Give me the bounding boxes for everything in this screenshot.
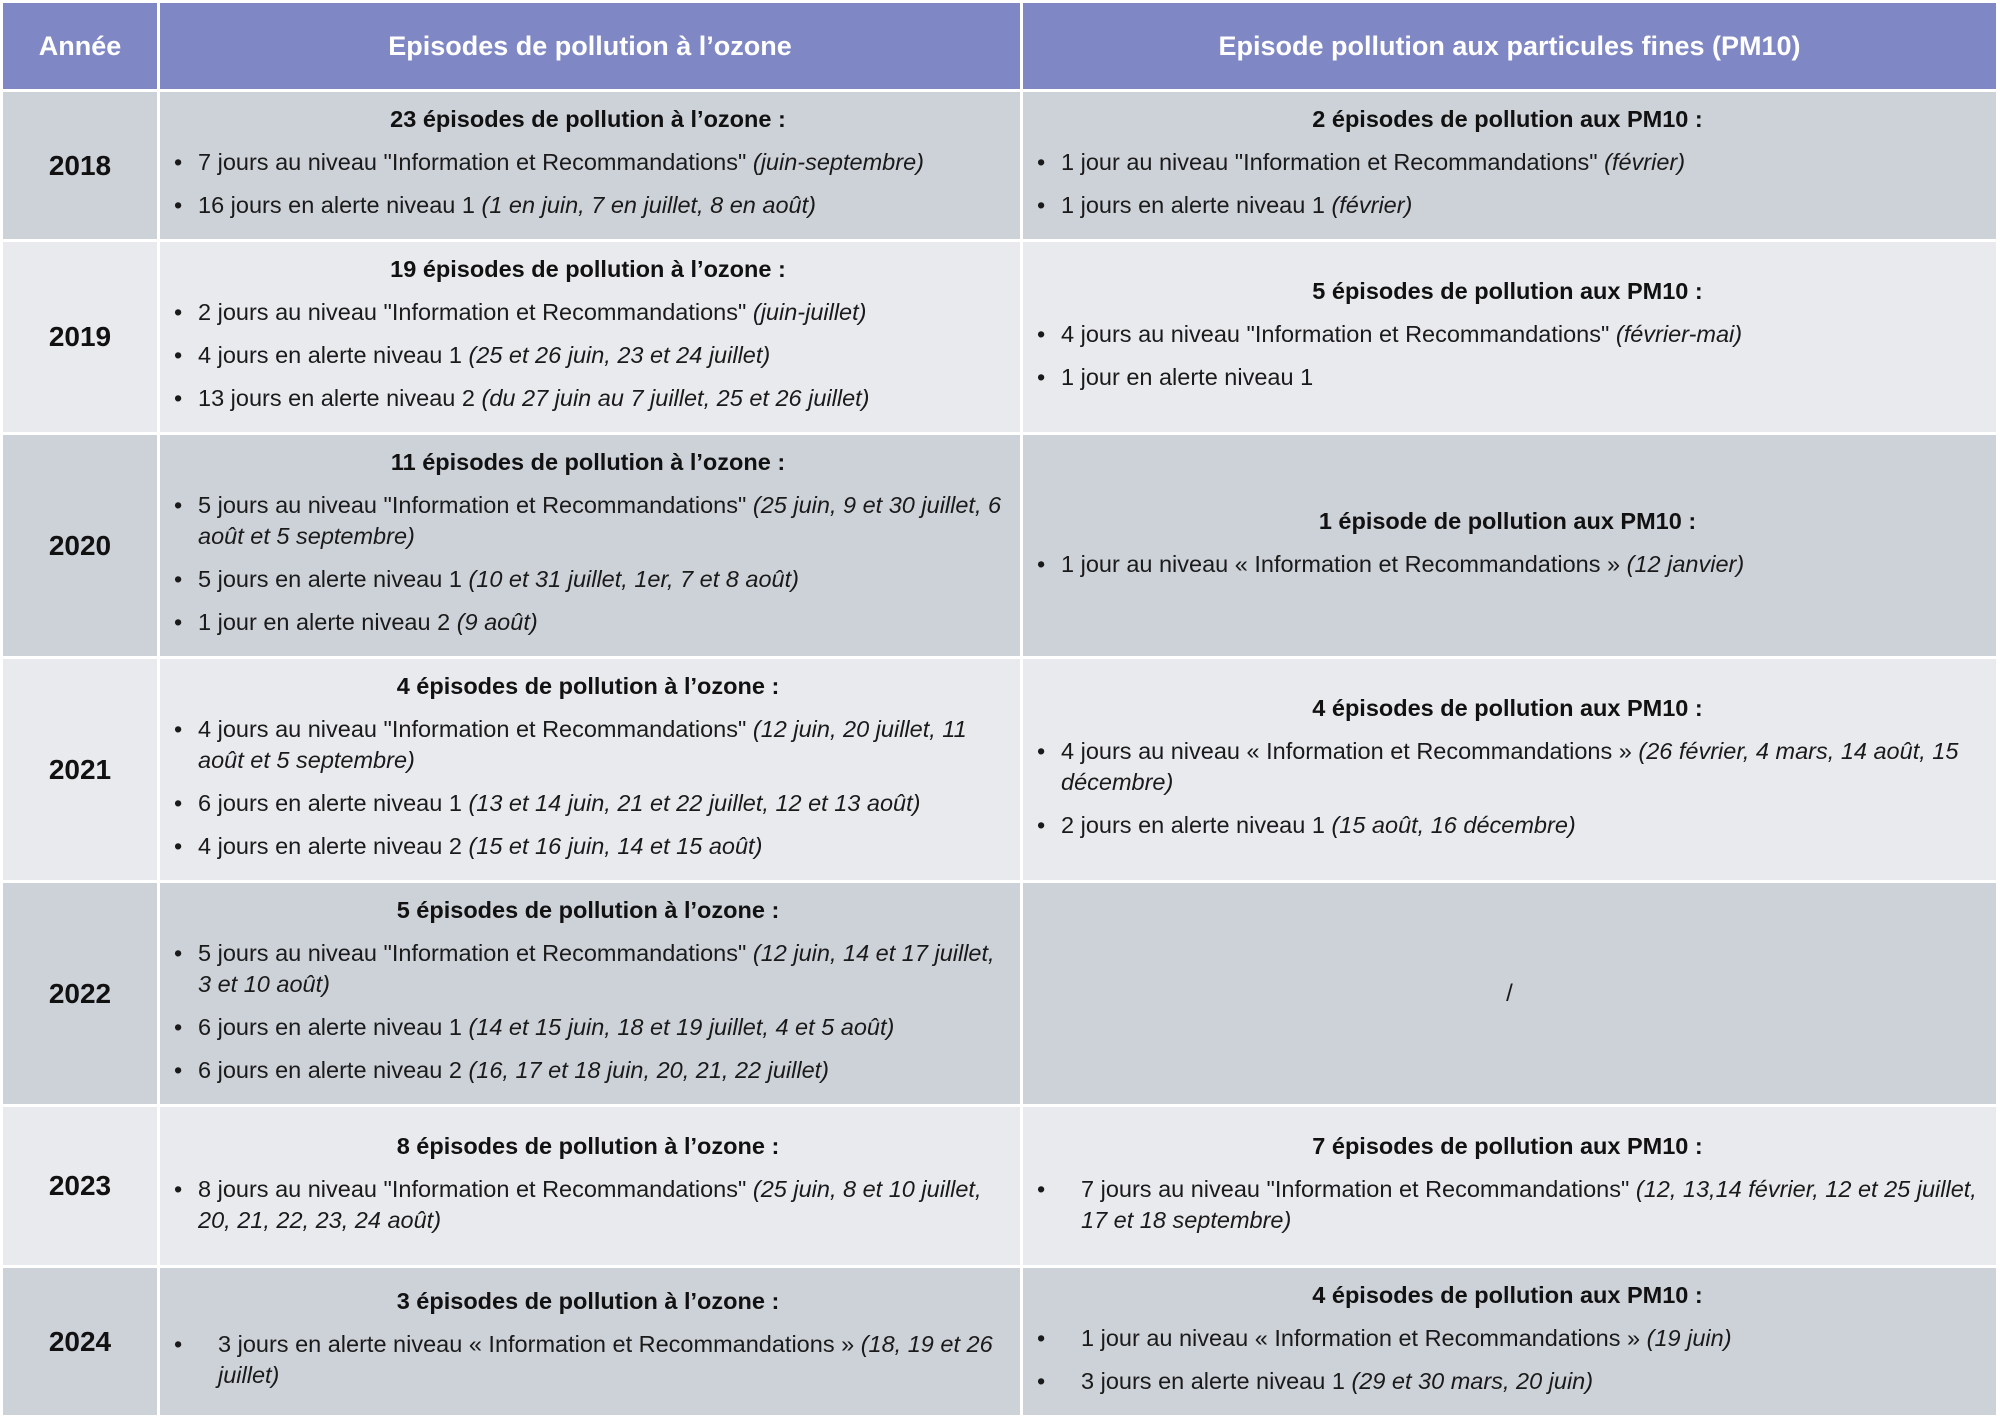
item-text: 16 jours en alerte niveau 1 [198,192,482,218]
ozone-content [160,883,1020,1104]
pm10-content [1023,1268,1996,1415]
pm10-cell [1022,91,1998,241]
pm10-cell [1022,1267,1998,1417]
item-text: 7 jours au niveau "Information et Recommandations" [1081,1175,1636,1202]
table-row [2,91,1998,241]
ozone-summary-title: 19 épisodes de pollution à l’ozone : [390,256,786,282]
bullet-icon: • [174,1175,183,1202]
item-dates: (12 juin, 20 juillet, 11 août et 5 septembre) [198,716,967,773]
item-dates: (juin-juillet) [752,299,867,325]
list-item [1037,1174,1978,1236]
item-text: 6 jours en alerte niveau 2 [198,1057,469,1083]
item-dates: (29 et 30 mars, 20 juin) [1351,1368,1594,1394]
header-pm10: Episode pollution aux particules fines (PM10) [1022,2,1998,91]
bullet-icon: • [174,299,183,325]
pm10-summary-title: 1 épisode de pollution aux PM10 : [1318,507,1697,534]
item-dates: (14 et 15 juin, 18 et 19 juillet, 4 et 5 août) [468,1014,895,1040]
item-dates: (12 janvier) [1626,550,1745,577]
item-dates: (25 juin, 8 et 10 juillet, 20, 21, 22, 23, 24 août) [198,1175,982,1233]
bullet-icon: • [1037,1368,1046,1394]
item-text: 1 jours en alerte niveau 1 [1061,192,1332,218]
bullet-icon: • [174,716,183,742]
item-text: 5 jours au niveau "Information et Recommandations" [198,492,753,518]
bullet-icon: • [174,1057,183,1083]
pm10-cell [1022,434,1998,658]
item-dates: (juin-septembre) [752,149,924,175]
item-dates: (15 et 16 juin, 14 et 15 août) [468,833,763,859]
ozone-list [174,490,1002,638]
bullet-icon: • [1037,1175,1046,1202]
item-text: 6 jours en alerte niveau 1 [198,790,469,816]
ozone-summary-title: 11 épisodes de pollution à l’ozone : [390,449,786,475]
bullet-icon: • [1037,550,1046,577]
list-item [1037,1323,1978,1354]
year-cell: 2022 [2,882,159,1106]
table-row [2,241,1998,434]
list-item [174,383,1002,414]
table-row [2,1106,1998,1267]
ozone-cell [159,658,1022,882]
bullet-icon: • [174,833,183,859]
list-item [1037,549,1978,580]
list-item [174,607,1002,638]
ozone-cell [159,91,1022,241]
list-item [174,1012,1002,1043]
item-dates: (12, 13,14 février, 12 et 25 juillet, 17 et 18 septembre) [1081,1175,1977,1233]
bullet-icon: • [174,790,183,816]
pm10-list [1037,1323,1978,1397]
bullet-icon: • [1037,149,1046,175]
item-dates: (du 27 juin au 7 juillet, 25 et 26 juillet) [481,385,870,411]
list-item [174,831,1002,862]
year-cell: 2023 [2,1106,159,1267]
item-dates: (15 août, 16 décembre) [1331,811,1576,838]
ozone-content [160,92,1020,239]
item-text: 1 jour au niveau « Information et Recommandations » [1081,1325,1647,1351]
list-item [174,714,1002,776]
item-text: 2 jours au niveau "Information et Recommandations" [198,299,753,325]
pm10-summary-title: 5 épisodes de pollution aux PM10 : [1312,277,1703,304]
item-text: 1 jour au niveau « Information et Recommandations » [1061,550,1627,577]
pm10-cell [1022,658,1998,882]
year-cell: 2021 [2,658,159,882]
item-dates: (février) [1604,149,1686,175]
ozone-list [174,1174,1002,1236]
list-item [174,340,1002,371]
ozone-summary-title: 8 épisodes de pollution à l’ozone : [396,1132,780,1159]
list-item [1037,736,1978,798]
pm10-summary-title: 2 épisodes de pollution aux PM10 : [1312,106,1703,132]
bullet-icon: • [1037,737,1046,764]
pm10-content [1023,681,1996,859]
ozone-content [160,1119,1020,1254]
ozone-cell [159,434,1022,658]
item-text: 4 jours en alerte niveau 2 [198,833,469,859]
bullet-icon: • [174,149,183,175]
item-dates: (13 et 14 juin, 21 et 22 juillet, 12 et 13 août) [468,790,921,816]
item-text: 6 jours en alerte niveau 1 [198,1014,469,1040]
no-episode-marker: / [1506,979,1513,1007]
item-text: 13 jours en alerte niveau 2 [198,385,482,411]
ozone-content [160,659,1020,880]
list-item [174,190,1002,221]
item-dates: (février-mai) [1615,320,1743,347]
item-text: 4 jours en alerte niveau 1 [198,342,469,368]
pm10-summary-title: 4 épisodes de pollution aux PM10 : [1312,1282,1703,1308]
bullet-icon: • [174,566,183,592]
item-text: 2 jours en alerte niveau 1 [1061,811,1332,838]
ozone-summary-title: 3 épisodes de pollution à l’ozone : [396,1288,780,1314]
year-cell: 2019 [2,241,159,434]
ozone-summary-title: 4 épisodes de pollution à l’ozone : [396,673,780,699]
ozone-list [174,714,1002,862]
list-item [1037,1366,1978,1397]
pm10-content [1023,494,1996,598]
bullet-icon: • [1037,811,1046,838]
ozone-cell [159,1106,1022,1267]
pm10-content [1023,1119,1996,1254]
item-text: 1 jour au niveau "Information et Recommandations" [1061,149,1605,175]
table-row [2,658,1998,882]
year-cell: 2018 [2,91,159,241]
list-item [174,297,1002,328]
item-text: 5 jours au niveau "Information et Recommandations" [198,940,753,966]
item-text: 1 jour en alerte niveau 1 [1061,363,1314,390]
bullet-icon: • [174,192,183,218]
item-dates: (25 et 26 juin, 23 et 24 juillet) [468,342,771,368]
item-dates: (26 février, 4 mars, 14 août, 15 décembre) [1061,737,1959,795]
list-item [1037,147,1978,178]
ozone-content [160,1274,1020,1409]
item-text: 4 jours au niveau « Information et Recommandations » [1061,737,1639,764]
item-text: 8 jours au niveau "Information et Recommandations" [198,1175,753,1202]
pm10-cell [1022,1106,1998,1267]
header-ozone: Episodes de pollution à l’ozone [159,2,1022,91]
ozone-cell [159,1267,1022,1417]
pm10-list [1037,147,1978,221]
pm10-list [1037,319,1978,393]
list-item [174,147,1002,178]
table-row [2,434,1998,658]
list-item [174,1329,1002,1391]
item-dates: (10 et 31 juillet, 1er, 7 et 8 août) [468,566,799,592]
item-dates: (19 juin) [1646,1325,1732,1351]
pm10-content [1023,264,1996,411]
list-item [174,938,1002,1000]
bullet-icon: • [1037,192,1046,218]
header-row [2,2,1998,91]
item-dates: (février) [1331,192,1413,218]
item-text: 5 jours en alerte niveau 1 [198,566,469,592]
bullet-icon: • [1037,320,1046,347]
item-dates: (16, 17 et 18 juin, 20, 21, 22 juillet) [468,1057,830,1083]
ozone-content [160,435,1020,656]
bullet-icon: • [174,385,183,411]
list-item [174,564,1002,595]
bullet-icon: • [174,940,183,966]
item-dates: (9 août) [456,609,538,635]
pm10-summary-title: 4 épisodes de pollution aux PM10 : [1312,694,1703,721]
bullet-icon: • [174,342,183,368]
bullet-icon: • [174,609,183,635]
item-dates: (12 juin, 14 et 17 juillet, 3 et 10 août) [198,940,995,997]
ozone-summary-title: 5 épisodes de pollution à l’ozone : [396,897,780,923]
list-item [174,788,1002,819]
ozone-list [174,1329,1002,1391]
ozone-cell [159,882,1022,1106]
pm10-summary-title: 7 épisodes de pollution aux PM10 : [1312,1132,1703,1159]
pm10-cell [1022,882,1998,1106]
year-cell: 2024 [2,1267,159,1417]
item-text: 7 jours au niveau "Information et Recommandations" [198,149,753,175]
ozone-list [174,147,1002,221]
pm10-content [1023,92,1996,239]
bullet-icon: • [174,1331,183,1357]
pm10-cell [1022,241,1998,434]
ozone-cell [159,241,1022,434]
year-cell: 2020 [2,434,159,658]
list-item [174,1174,1002,1236]
item-text: 3 jours en alerte niveau 1 [1081,1368,1352,1394]
item-dates: (1 en juin, 7 en juillet, 8 en août) [481,192,816,218]
pm10-list [1037,736,1978,841]
list-item [1037,319,1978,350]
item-text: 4 jours au niveau "Information et Recommandations" [1061,320,1616,347]
bullet-icon: • [174,492,183,518]
item-text: 4 jours au niveau "Information et Recommandations" [198,716,753,742]
bullet-icon: • [174,1014,183,1040]
item-dates: (25 juin, 9 et 30 juillet, 6 août et 5 septembre) [198,492,1002,549]
list-item [174,490,1002,552]
pm10-list [1037,1174,1978,1236]
header-year: Année [2,2,159,91]
list-item [1037,362,1978,393]
item-dates: (18, 19 et 26 juillet) [218,1331,993,1388]
list-item [1037,810,1978,841]
table-row [2,1267,1998,1417]
pm10-list [1037,549,1978,580]
list-item [174,1055,1002,1086]
bullet-icon: • [1037,1325,1046,1351]
ozone-list [174,938,1002,1086]
list-item [1037,190,1978,221]
bullet-icon: • [1037,363,1046,390]
ozone-content [160,242,1020,432]
item-text: 3 jours en alerte niveau « Information et Recommandations » [218,1331,861,1357]
ozone-list [174,297,1002,414]
item-text: 1 jour en alerte niveau 2 [198,609,457,635]
table-row [2,882,1998,1106]
ozone-summary-title: 23 épisodes de pollution à l’ozone : [390,106,786,132]
